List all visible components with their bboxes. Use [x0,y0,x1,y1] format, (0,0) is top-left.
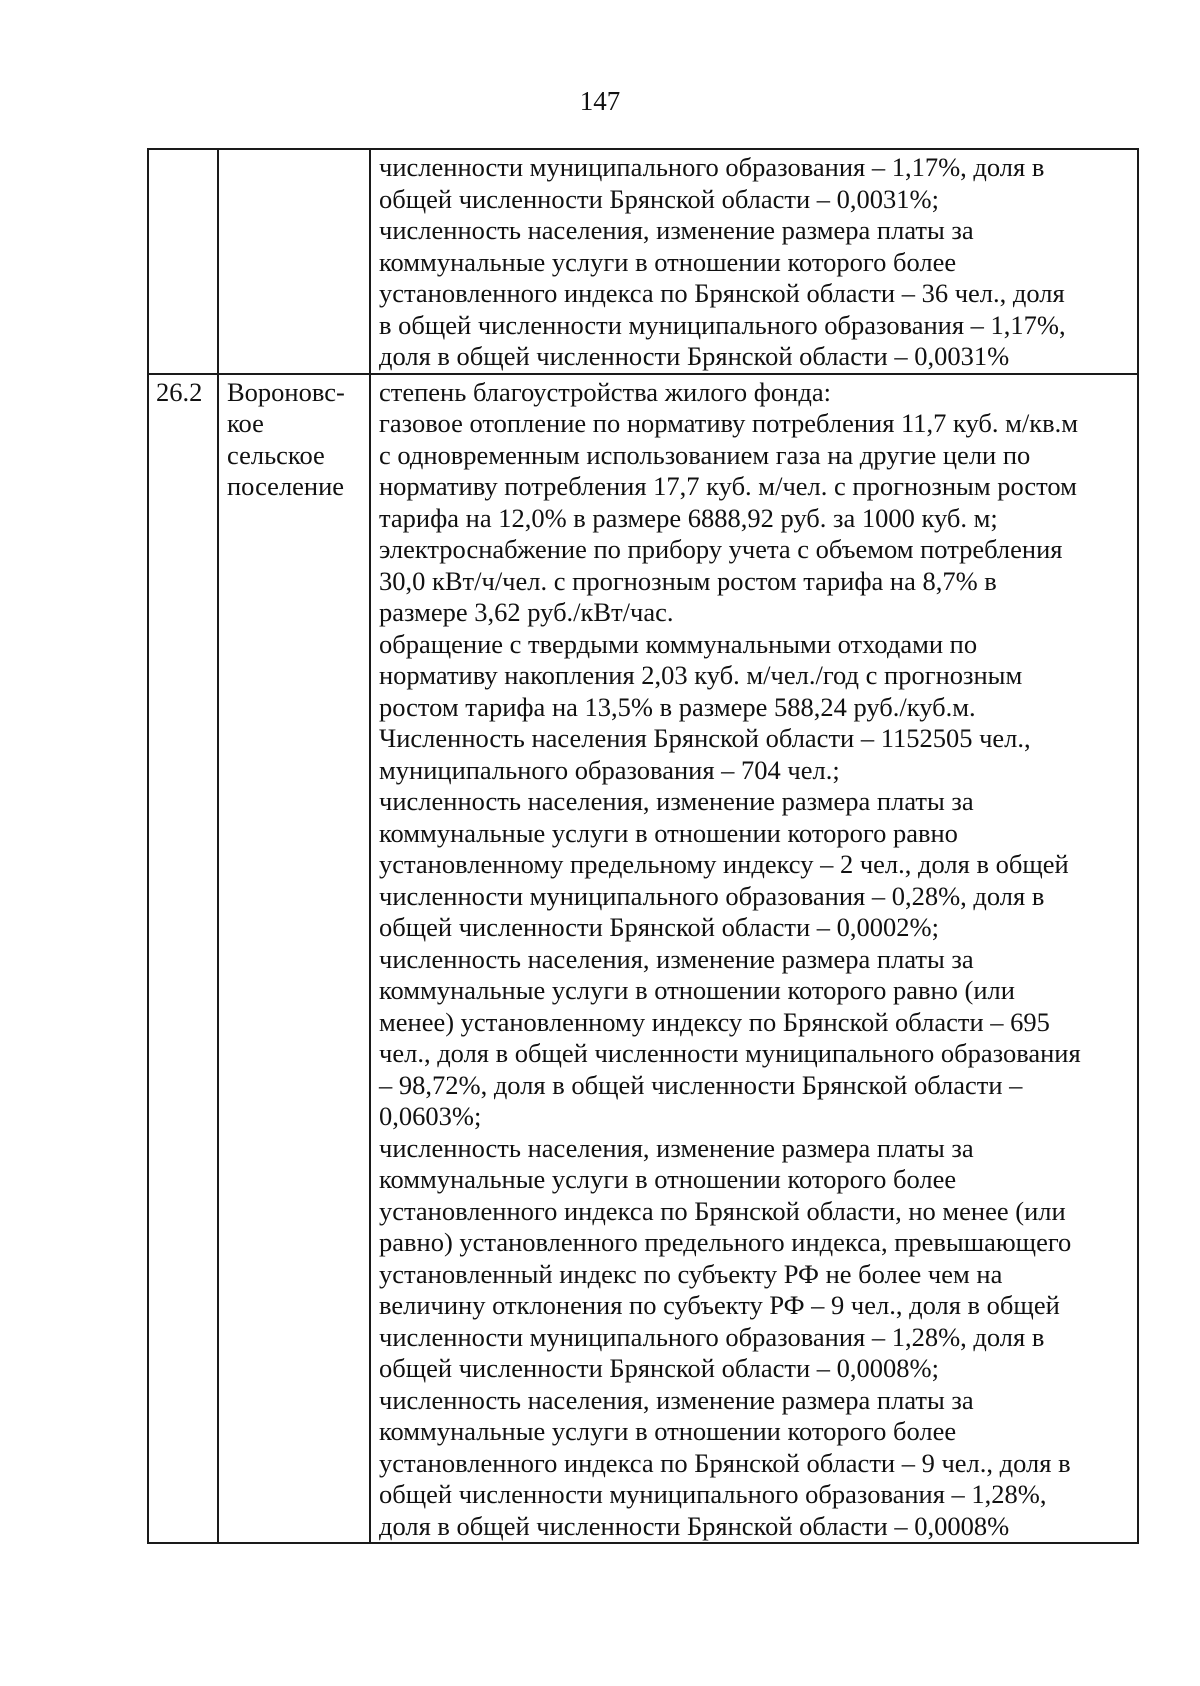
table-body [148,149,1138,1543]
text-line: установленному предельному индексу – 2 чел., доля в общей [379,849,1069,879]
row-number: 26.2 [156,376,203,407]
description-text [371,150,1137,373]
text-line: коммунальные услуги в отношении которого более [379,246,957,277]
indicator-table [147,148,1139,1544]
text-line: степень благоустройства жилого фонда: [379,376,831,407]
text-line: газовое отопление по нормативу потребления 11,7 куб. м/кв.м [379,408,1079,438]
text-line: ростом тарифа на 13,5% в размере 588,24 руб./куб.м. [379,691,976,722]
text-line: численность населения, изменение размера платы за [379,1384,974,1415]
text-line: установленный индекс по субъекту РФ не более чем на [379,1258,1003,1289]
description-text [371,375,1137,1543]
text-line: электроснабжение по прибору учета с объемом потребления [379,534,1063,564]
settlement-name [219,375,369,503]
settlement-name-cell [218,374,370,1544]
settlement-name [219,150,369,152]
text-line: коммунальные услуги в отношении которого более [379,1164,957,1194]
text-line: – 98,72%, доля в общей численности Брянской области – [379,1069,1023,1100]
description-cell [370,374,1138,1544]
text-line: Вороновс- [227,376,345,407]
text-line: сельское [227,439,325,470]
text-line: доля в общей численности Брянской области – 0,0008% [379,1510,1010,1541]
text-line: обращение с твердыми коммунальными отходами по [379,628,978,659]
text-line: численность населения, изменение размера платы за [379,786,974,816]
page-number: 147 [579,86,621,116]
text-line: общей численности Брянской области – 0,0031%; [379,183,939,214]
text-line: общей численности муниципального образования – 1,28%, [379,1479,1047,1509]
text-line: Численность населения Брянской области – 1152505 чел., [379,723,1031,753]
text-line: размере 3,62 руб./кВт/час. [379,597,674,627]
text-line: коммунальные услуги в отношении которого более [379,1416,957,1446]
text-line: менее) установленному индексу по Брянской области – 695 [379,1006,1050,1037]
text-line: кое [227,408,264,438]
text-line: численности муниципального образования – 1,28%, доля в [379,1321,1045,1352]
text-line: коммунальные услуги в отношении которого равно [379,817,958,848]
text-line: общей численности Брянской области – 0,0008%; [379,1353,939,1383]
text-line: коммунальные услуги в отношении которого равно (или [379,975,1015,1005]
text-line: установленного индекса по Брянской области – 9 чел., доля в [379,1447,1071,1478]
text-line: величину отклонения по субъекту РФ – 9 чел., доля в общей [379,1290,1060,1320]
row-number [149,150,217,152]
text-line: численность населения, изменение размера платы за [379,943,974,974]
settlement-name-cell [218,149,370,374]
text-line: 0,0603%; [379,1101,482,1131]
text-line: 30,0 кВт/ч/чел. с прогнозным ростом тарифа на 8,7% в [379,565,997,596]
table-row [148,149,1138,374]
row-number-cell [148,374,218,1544]
text-line: установленного индекса по Брянской области – 36 чел., доля [379,278,1065,308]
text-line: муниципального образования – 704 чел.; [379,754,840,785]
text-line: нормативу накопления 2,03 куб. м/чел./год с прогнозным [379,660,1023,690]
text-line: в общей численности муниципального образования – 1,17%, [379,309,1066,340]
text-line: численность населения, изменение размера платы за [379,215,974,245]
text-line: установленного индекса по Брянской области, но менее (или [379,1195,1066,1226]
text-line: численность населения, изменение размера платы за [379,1132,974,1163]
table-row [148,374,1138,1544]
description-cell [370,149,1138,374]
text-line: общей численности Брянской области – 0,0002%; [379,912,939,942]
text-line: поселение [227,471,345,501]
text-line: чел., доля в общей численности муниципального образования [379,1038,1081,1068]
text-line: с одновременным использованием газа на другие цели по [379,439,1031,470]
text-line: доля в общей численности Брянской области – 0,0031% [379,341,1010,371]
text-line: равно) установленного предельного индекса, превышающего [379,1227,1072,1257]
text-line: нормативу потребления 17,7 куб. м/чел. с прогнозным ростом [379,471,1077,501]
text-line: тарифа на 12,0% в размере 6888,92 руб. за 1000 куб. м; [379,502,998,533]
row-number-cell [148,149,218,374]
text-line: численности муниципального образования – 1,17%, доля в [379,152,1045,182]
text-line: численности муниципального образования – 0,28%, доля в [379,880,1045,911]
